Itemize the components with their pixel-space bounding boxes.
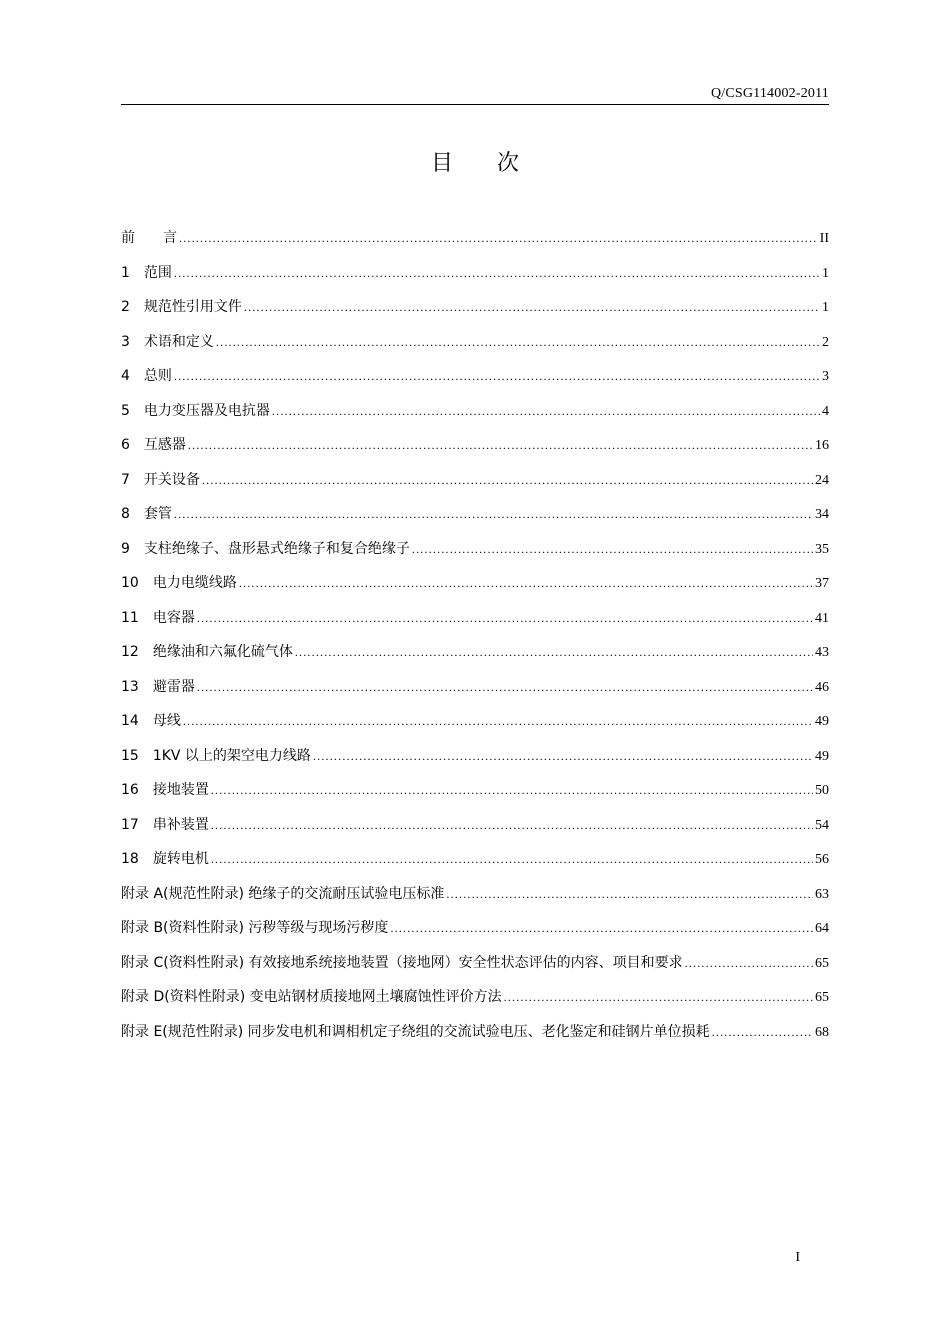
title-char-2: 次 xyxy=(497,151,520,176)
toc-entry-label: 3 术语和定义 xyxy=(121,333,214,350)
toc-entry-label: 15 1KV 以上的架空电力线路 xyxy=(121,747,311,764)
toc-entry-label: 9 支柱绝缘子、盘形悬式绝缘子和复合绝缘子 xyxy=(121,540,410,557)
toc-entry-page: 41 xyxy=(815,610,829,626)
page-number: I xyxy=(795,1250,800,1265)
toc-dot-leader xyxy=(174,256,820,291)
toc-entry-page: 65 xyxy=(815,990,829,1005)
toc-entry[interactable] xyxy=(121,497,829,532)
toc-dot-leader xyxy=(174,497,813,532)
toc-entry-label: 12 绝缘油和六氟化硫气体 xyxy=(121,644,293,660)
toc-entry-page: II xyxy=(819,231,829,246)
toc-entry-label: 前 言 xyxy=(121,230,177,246)
toc-dot-leader xyxy=(712,1015,813,1050)
toc-entry-page: 16 xyxy=(815,438,829,453)
toc-entry[interactable] xyxy=(121,635,829,670)
toc-entry[interactable] xyxy=(121,359,829,394)
toc-entry-label: 附录 D(资料性附录) 变电站钢材质接地网土壤腐蚀性评价方法 xyxy=(121,989,502,1005)
toc-entry-label: 13 避雷器 xyxy=(121,678,195,695)
toc-dot-leader xyxy=(202,463,813,498)
toc-dot-leader xyxy=(295,635,813,670)
toc-entry-label: 附录 C(资料性附录) 有效接地系统接地装置（接地网）安全性状态评估的内容、项目和要求 xyxy=(121,954,683,971)
header-divider xyxy=(121,104,829,105)
toc-entry-page: 50 xyxy=(815,783,829,798)
toc-entry-page: 1 xyxy=(822,300,829,315)
toc-entry-label: 2 规范性引用文件 xyxy=(121,299,242,315)
page-title xyxy=(0,146,950,177)
toc-entry-label: 5 电力变压器及电抗器 xyxy=(121,402,270,419)
toc-dot-leader xyxy=(504,980,813,1015)
table-of-contents xyxy=(121,221,829,1049)
toc-entry-page: 65 xyxy=(815,955,829,971)
toc-entry-label: 附录 B(资料性附录) 污秽等级与现场污秽度 xyxy=(121,920,389,936)
toc-entry[interactable] xyxy=(121,739,829,774)
toc-entry-label: 附录 A(规范性附录) 绝缘子的交流耐压试验电压标准 xyxy=(121,885,445,902)
toc-dot-leader xyxy=(446,877,813,912)
toc-entry[interactable] xyxy=(121,704,829,739)
toc-entry-label: 18 旋转电机 xyxy=(121,851,209,867)
toc-entry-page: 43 xyxy=(815,645,829,660)
toc-dot-leader xyxy=(174,359,820,394)
toc-entry[interactable] xyxy=(121,670,829,705)
toc-entry[interactable] xyxy=(121,566,829,601)
toc-entry-page: 49 xyxy=(815,748,829,764)
toc-entry-page: 4 xyxy=(822,403,829,419)
toc-dot-leader xyxy=(183,704,813,739)
toc-entry[interactable] xyxy=(121,221,829,256)
toc-entry-page: 35 xyxy=(815,541,829,557)
toc-dot-leader xyxy=(188,428,813,463)
document-code: Q/CSG114002-2011 xyxy=(710,86,829,101)
toc-dot-leader xyxy=(216,325,820,360)
toc-entry-page: 49 xyxy=(815,714,829,729)
toc-entry[interactable] xyxy=(121,463,829,498)
toc-entry-page: 2 xyxy=(822,334,829,350)
toc-entry-label: 附录 E(规范性附录) 同步发电机和调相机定子绕组的交流试验电压、老化鉴定和硅钢片单位损耗 xyxy=(121,1023,710,1040)
toc-entry-label: 7 开关设备 xyxy=(121,471,200,488)
toc-entry[interactable] xyxy=(121,808,829,843)
toc-dot-leader xyxy=(197,670,813,705)
toc-entry[interactable] xyxy=(121,773,829,808)
toc-entry-page: 46 xyxy=(815,679,829,695)
toc-entry[interactable] xyxy=(121,1015,829,1050)
toc-entry[interactable] xyxy=(121,601,829,636)
toc-entry-page: 54 xyxy=(815,817,829,833)
toc-entry[interactable] xyxy=(121,946,829,981)
toc-entry[interactable] xyxy=(121,842,829,877)
toc-entry-label: 6 互感器 xyxy=(121,437,186,453)
toc-dot-leader xyxy=(272,394,820,429)
toc-entry[interactable] xyxy=(121,394,829,429)
toc-dot-leader xyxy=(179,221,818,256)
toc-dot-leader xyxy=(685,946,813,981)
toc-entry-label: 16 接地装置 xyxy=(121,782,209,798)
toc-entry-label: 11 电容器 xyxy=(121,609,195,626)
toc-dot-leader xyxy=(244,290,820,325)
toc-entry-page: 64 xyxy=(815,921,829,936)
toc-entry-page: 37 xyxy=(815,576,829,591)
toc-entry-page: 63 xyxy=(815,886,829,902)
toc-entry[interactable] xyxy=(121,980,829,1015)
toc-entry-label: 8 套管 xyxy=(121,506,172,522)
toc-dot-leader xyxy=(313,739,813,774)
toc-entry-label: 14 母线 xyxy=(121,713,181,729)
toc-dot-leader xyxy=(211,808,813,843)
toc-dot-leader xyxy=(211,773,813,808)
toc-entry[interactable] xyxy=(121,290,829,325)
toc-dot-leader xyxy=(239,566,813,601)
toc-entry-label: 10 电力电缆线路 xyxy=(121,575,237,591)
toc-entry-label: 4 总则 xyxy=(121,368,172,384)
toc-entry-page: 68 xyxy=(815,1024,829,1040)
toc-entry-page: 3 xyxy=(822,369,829,384)
toc-entry[interactable] xyxy=(121,256,829,291)
toc-entry-page: 1 xyxy=(822,265,829,281)
toc-entry-page: 24 xyxy=(815,472,829,488)
toc-dot-leader xyxy=(412,532,813,567)
toc-entry-label: 1 范围 xyxy=(121,264,172,281)
toc-entry-label: 17 串补装置 xyxy=(121,816,209,833)
toc-dot-leader xyxy=(197,601,813,636)
toc-entry[interactable] xyxy=(121,428,829,463)
toc-dot-leader xyxy=(390,911,813,946)
title-char-1: 目 xyxy=(430,151,453,176)
toc-entry-page: 56 xyxy=(815,852,829,867)
toc-entry[interactable] xyxy=(121,877,829,912)
toc-entry-page: 34 xyxy=(815,507,829,522)
toc-entry[interactable] xyxy=(121,325,829,360)
toc-entry[interactable] xyxy=(121,911,829,946)
toc-entry[interactable] xyxy=(121,532,829,567)
toc-dot-leader xyxy=(211,842,813,877)
